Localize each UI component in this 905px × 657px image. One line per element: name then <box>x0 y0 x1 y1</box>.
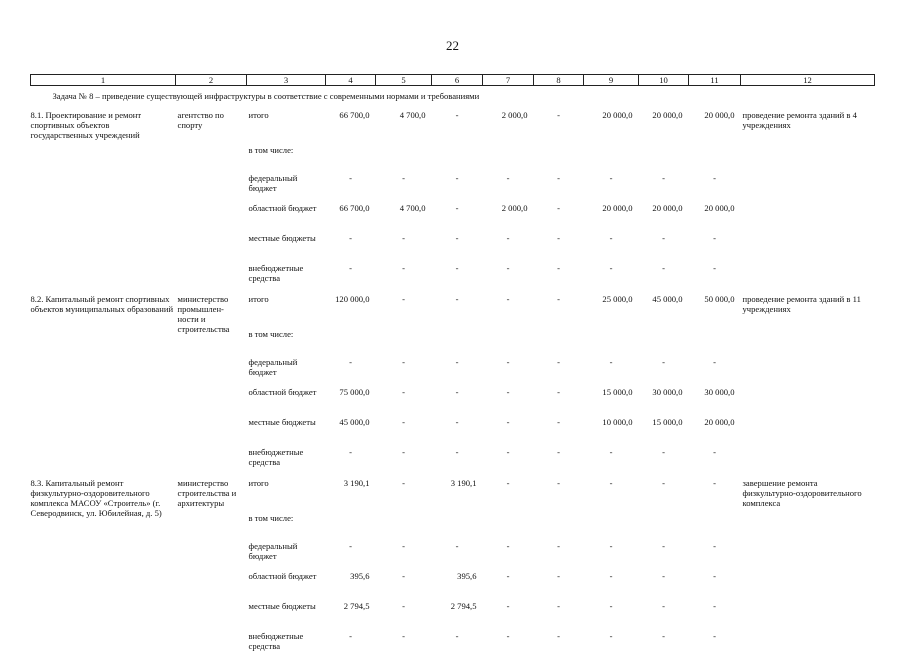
funding-source: в том числе: <box>248 145 294 155</box>
activity-name: 8.2. Капитальный ремонт спортивных объектов муниципальных образований <box>30 294 174 314</box>
column-header: 7 <box>483 75 534 86</box>
funding-source: федеральный бюджет <box>248 541 298 561</box>
amount-cell: - <box>557 541 560 551</box>
amount-cell: - <box>609 173 613 183</box>
amount-cell: - <box>402 233 405 243</box>
amount-cell <box>376 511 432 539</box>
amount-cell: - <box>557 631 560 641</box>
amount-cell: - <box>506 571 510 581</box>
amount-cell <box>639 327 689 355</box>
amount-cell: - <box>662 631 665 641</box>
amount-cell: - <box>349 631 352 641</box>
amount-cell: - <box>506 478 510 488</box>
amount-cell: - <box>349 263 352 273</box>
amount-cell: - <box>609 478 613 488</box>
activity-name: 8.3. Капитальный ремонт физкультурно-оздоровительного комплекса МАСОУ «Строитель» (г. Северодвинск, ул. Юбилейная, д. 5) <box>30 478 162 518</box>
funding-source: внебюджетные средства <box>248 263 304 283</box>
amount-cell: - <box>557 173 560 183</box>
amount-cell: 20 000,0 <box>704 417 735 427</box>
amount-cell <box>639 511 689 539</box>
amount-cell: - <box>455 294 459 304</box>
amount-cell: 20 000,0 <box>602 203 633 213</box>
amount-cell: - <box>455 447 459 457</box>
amount-cell: 66 700,0 <box>339 203 370 213</box>
amount-cell: - <box>506 631 510 641</box>
amount-cell: - <box>557 203 560 213</box>
amount-cell: - <box>506 233 510 243</box>
amount-cell: - <box>349 541 352 551</box>
amount-cell <box>376 143 432 171</box>
amount-cell: - <box>455 233 459 243</box>
amount-cell: 20 000,0 <box>602 110 633 120</box>
amount-cell: - <box>402 447 405 457</box>
amount-cell: - <box>455 541 459 551</box>
amount-cell: - <box>662 263 665 273</box>
funding-source: федеральный бюджет <box>248 173 298 193</box>
amount-cell: - <box>609 263 613 273</box>
amount-cell: 20 000,0 <box>652 203 683 213</box>
amount-cell: - <box>662 601 665 611</box>
amount-cell <box>432 511 483 539</box>
amount-cell: - <box>455 417 459 427</box>
amount-cell: - <box>402 541 405 551</box>
amount-cell: - <box>455 631 459 641</box>
task-row <box>31 86 875 106</box>
amount-cell: - <box>557 387 560 397</box>
amount-cell: - <box>713 478 716 488</box>
amount-cell: - <box>609 447 613 457</box>
amount-cell <box>432 143 483 171</box>
amount-cell: - <box>506 447 510 457</box>
amount-cell <box>326 143 376 171</box>
amount-cell: - <box>402 601 405 611</box>
amount-cell: - <box>506 173 510 183</box>
amount-cell: 395,6 <box>350 571 370 581</box>
funding-source: итого <box>248 478 269 488</box>
amount-cell: - <box>713 447 716 457</box>
amount-cell: 120 000,0 <box>335 294 370 304</box>
amount-cell: - <box>713 601 716 611</box>
amount-cell: 15 000,0 <box>652 417 683 427</box>
amount-cell: - <box>609 357 613 367</box>
funding-source: областной бюджет <box>248 387 317 397</box>
amount-cell: - <box>713 357 716 367</box>
amount-cell: - <box>557 357 560 367</box>
column-header: 5 <box>376 75 432 86</box>
amount-cell <box>584 511 639 539</box>
amount-cell: - <box>662 478 665 488</box>
amount-cell: - <box>402 571 405 581</box>
amount-cell <box>689 511 741 539</box>
amount-cell: - <box>557 601 560 611</box>
amount-cell: - <box>713 173 716 183</box>
amount-cell: 2 794,5 <box>450 601 477 611</box>
amount-cell: - <box>662 173 665 183</box>
column-header: 3 <box>247 75 326 86</box>
amount-cell: - <box>557 233 560 243</box>
amount-cell: 20 000,0 <box>704 110 735 120</box>
amount-cell <box>483 511 534 539</box>
amount-cell <box>376 327 432 355</box>
amount-cell: 25 000,0 <box>602 294 633 304</box>
program-table <box>30 74 875 657</box>
task-title: Задача № 8 – приведение существующей инфраструктуры в соответствие с современными нормами и требованиями <box>52 91 480 101</box>
amount-cell: - <box>506 387 510 397</box>
amount-cell <box>639 143 689 171</box>
amount-cell: - <box>557 478 560 488</box>
amount-cell: - <box>662 233 665 243</box>
amount-cell: - <box>662 571 665 581</box>
amount-cell: 20 000,0 <box>652 110 683 120</box>
amount-cell: 4 700,0 <box>399 110 426 120</box>
expected-result: завершение ремонта физкультурно-оздоровительного комплекса <box>742 478 862 508</box>
amount-cell: 50 000,0 <box>704 294 735 304</box>
amount-cell <box>534 327 584 355</box>
funding-source: федеральный бюджет <box>248 357 298 377</box>
amount-cell: - <box>506 357 510 367</box>
funding-source: местные бюджеты <box>248 601 316 611</box>
column-header: 2 <box>176 75 247 86</box>
amount-cell: - <box>662 357 665 367</box>
table-row <box>31 105 875 143</box>
amount-cell <box>483 143 534 171</box>
amount-cell: - <box>349 357 352 367</box>
page-number: 22 <box>446 38 459 53</box>
amount-cell: 2 000,0 <box>501 110 528 120</box>
amount-cell: - <box>402 631 405 641</box>
amount-cell: 4 700,0 <box>399 203 426 213</box>
column-header: 8 <box>534 75 584 86</box>
amount-cell <box>326 327 376 355</box>
amount-cell: - <box>557 263 560 273</box>
amount-cell: 45 000,0 <box>339 417 370 427</box>
amount-cell: - <box>506 601 510 611</box>
amount-cell: 66 700,0 <box>339 110 370 120</box>
responsible-executor: агентство по спорту <box>177 110 224 130</box>
amount-cell: - <box>506 541 510 551</box>
column-header: 9 <box>584 75 639 86</box>
amount-cell: - <box>455 387 459 397</box>
responsible-executor: министерство промышлен- ности и строительства <box>177 294 230 334</box>
amount-cell <box>584 143 639 171</box>
responsible-executor: министерство строительства и архитектуры <box>177 478 237 508</box>
amount-cell: 3 190,1 <box>450 478 477 488</box>
amount-cell: - <box>402 478 405 488</box>
amount-cell: - <box>609 571 613 581</box>
activity-name: 8.1. Проектирование и ремонт спортивных объектов государственных учреждений <box>30 110 142 140</box>
column-header: 10 <box>639 75 689 86</box>
table-row <box>31 473 875 511</box>
funding-source: внебюджетные средства <box>248 631 304 651</box>
funding-source: местные бюджеты <box>248 233 316 243</box>
amount-cell: 10 000,0 <box>602 417 633 427</box>
funding-source: итого <box>248 294 269 304</box>
funding-source: областной бюджет <box>248 203 317 213</box>
amount-cell <box>689 143 741 171</box>
amount-cell: - <box>349 173 352 183</box>
amount-cell: - <box>557 571 560 581</box>
amount-cell: - <box>662 447 665 457</box>
column-header: 11 <box>689 75 741 86</box>
table-row <box>31 289 875 327</box>
amount-cell: - <box>713 631 716 641</box>
column-number-row <box>31 75 875 86</box>
amount-cell: - <box>609 631 613 641</box>
amount-cell <box>534 511 584 539</box>
expected-result: проведение ремонта зданий в 11 учреждениях <box>742 294 861 314</box>
amount-cell: - <box>557 110 560 120</box>
amount-cell: 3 190,1 <box>343 478 370 488</box>
amount-cell: - <box>455 173 459 183</box>
amount-cell <box>432 327 483 355</box>
amount-cell: - <box>506 417 510 427</box>
amount-cell: - <box>402 263 405 273</box>
amount-cell: 75 000,0 <box>339 387 370 397</box>
amount-cell <box>689 327 741 355</box>
amount-cell: - <box>609 601 613 611</box>
amount-cell: - <box>506 263 510 273</box>
amount-cell: - <box>402 357 405 367</box>
amount-cell: 15 000,0 <box>602 387 633 397</box>
amount-cell: - <box>713 233 716 243</box>
amount-cell: 2 000,0 <box>501 203 528 213</box>
expected-result: проведение ремонта зданий в 4 учреждениях <box>742 110 857 130</box>
amount-cell: - <box>455 110 459 120</box>
amount-cell: - <box>349 447 352 457</box>
amount-cell: - <box>402 173 405 183</box>
amount-cell: - <box>662 541 665 551</box>
amount-cell: - <box>402 294 405 304</box>
amount-cell: 30 000,0 <box>652 387 683 397</box>
funding-source: итого <box>248 110 269 120</box>
funding-source: областной бюджет <box>248 571 317 581</box>
column-header: 4 <box>326 75 376 86</box>
amount-cell: - <box>402 417 405 427</box>
amount-cell <box>483 327 534 355</box>
column-header: 12 <box>741 75 875 86</box>
funding-source: в том числе: <box>248 513 294 523</box>
amount-cell: - <box>402 387 405 397</box>
amount-cell: - <box>557 447 560 457</box>
column-header: 6 <box>432 75 483 86</box>
amount-cell: - <box>557 417 560 427</box>
amount-cell: - <box>609 233 613 243</box>
amount-cell: - <box>506 294 510 304</box>
amount-cell: 30 000,0 <box>704 387 735 397</box>
amount-cell: - <box>713 571 716 581</box>
amount-cell: - <box>609 541 613 551</box>
amount-cell: - <box>713 263 716 273</box>
amount-cell: - <box>455 203 459 213</box>
amount-cell: 45 000,0 <box>652 294 683 304</box>
amount-cell: 20 000,0 <box>704 203 735 213</box>
amount-cell: - <box>455 357 459 367</box>
amount-cell: - <box>349 233 352 243</box>
amount-cell: - <box>455 263 459 273</box>
amount-cell: 2 794,5 <box>343 601 370 611</box>
amount-cell: 395,6 <box>457 571 477 581</box>
funding-source: внебюджетные средства <box>248 447 304 467</box>
funding-source: местные бюджеты <box>248 417 316 427</box>
funding-source: в том числе: <box>248 329 294 339</box>
amount-cell <box>326 511 376 539</box>
amount-cell <box>534 143 584 171</box>
amount-cell: - <box>713 541 716 551</box>
amount-cell: - <box>557 294 560 304</box>
column-header: 1 <box>31 75 176 86</box>
amount-cell <box>584 327 639 355</box>
